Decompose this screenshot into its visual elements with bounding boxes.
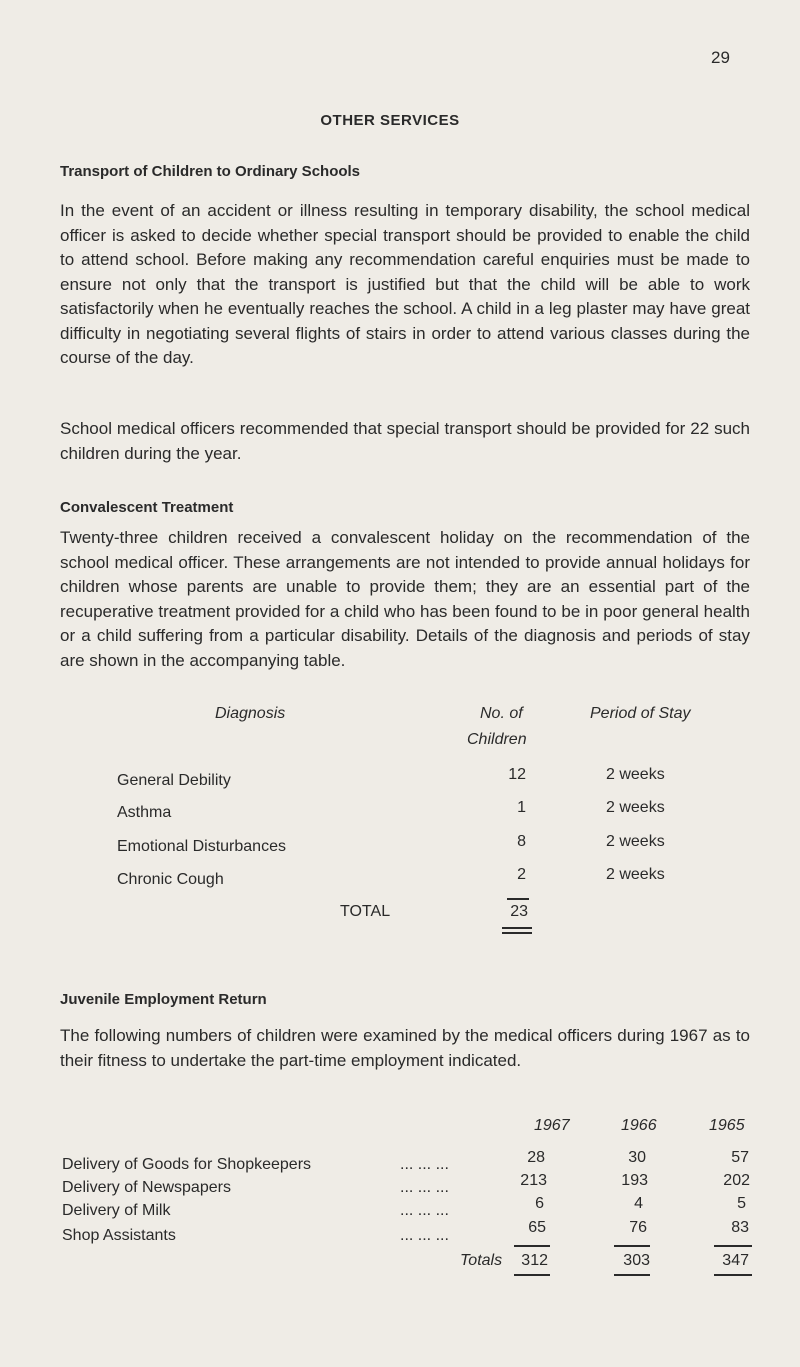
row-period: 2 weeks <box>606 766 665 783</box>
totals-label: Totals <box>460 1252 503 1269</box>
page-title: OTHER SERVICES <box>320 112 460 129</box>
column-header-children-line2: Children <box>467 731 527 748</box>
row-leader-dots: ... ... ... <box>400 1156 449 1173</box>
total-value: 23 <box>510 903 528 920</box>
total-rule-double-2 <box>502 932 532 934</box>
total-rule-top <box>507 898 529 900</box>
totals-rule-bottom-1967 <box>514 1274 550 1276</box>
page-number: 29 <box>711 48 730 67</box>
row-value-1966: 4 <box>634 1195 643 1212</box>
row-value-1966: 30 <box>628 1149 646 1166</box>
totals-rule-top-1967 <box>514 1245 550 1247</box>
row-period: 2 weeks <box>606 833 665 850</box>
row-label: Delivery of Milk <box>62 1202 171 1219</box>
row-value-1965: 57 <box>731 1149 749 1166</box>
row-value-1967: 6 <box>535 1195 544 1212</box>
row-value-1965: 83 <box>731 1219 749 1236</box>
totals-rule-bottom-1966 <box>614 1274 650 1276</box>
totals-rule-bottom-1965 <box>714 1274 752 1276</box>
row-value-1965: 202 <box>723 1172 750 1189</box>
transport-heading: Transport of Children to Ordinary Schools <box>60 163 361 180</box>
row-children: 8 <box>517 833 526 850</box>
convalescent-paragraph-1: Twenty-three children received a convalescent holiday on the recommendation of the school medical officer. These arrangements are not intended to provide annual holidays for children whose parents are unable to provide them; they are an essential part of the recuperative treatment provided for a child who has been found to be in poor general health or a child suffering from a particular disability. Details of the diagnosis and periods of stay are shown in the accompanying table. <box>60 528 750 670</box>
total-label: TOTAL <box>340 903 391 920</box>
row-period: 2 weeks <box>606 799 665 816</box>
row-label: Delivery of Goods for Shopkeepers <box>62 1156 312 1173</box>
totals-rule-top-1966 <box>614 1245 650 1247</box>
column-header-period: Period of Stay <box>590 705 691 722</box>
totals-value-1966: 303 <box>623 1252 650 1269</box>
row-value-1966: 193 <box>621 1172 648 1189</box>
convalescent-heading: Convalescent Treatment <box>60 499 234 516</box>
totals-value-1967: 312 <box>521 1252 548 1269</box>
row-label: Delivery of Newspapers <box>62 1179 231 1196</box>
column-header-1965: 1965 <box>709 1117 745 1134</box>
column-header-1967: 1967 <box>534 1117 570 1134</box>
total-rule-double-1 <box>502 927 532 929</box>
row-value-1967: 28 <box>527 1149 545 1166</box>
transport-paragraph-1: In the event of an accident or illness resulting in temporary disability, the school medical officer is asked to decide whether special transport should be provided to enable the child to attend school. Before making any recommendation careful enquiries must be made to ensure not only that the transport is justified but that the child will be able to work satisfactorily when he eventually reaches the school. A child in a leg plaster may have great difficulty in negotiating several flights of stairs in order to attend various classes during the course of the day. <box>60 201 750 367</box>
row-diagnosis: Asthma <box>117 804 172 821</box>
column-header-diagnosis: Diagnosis <box>215 705 286 722</box>
row-children: 2 <box>517 866 526 883</box>
juvenile-paragraph-1: The following numbers of children were examined by the medical officers during 1967 as to their fitness to undertake the part-time employment indicated. <box>60 1026 750 1070</box>
row-period: 2 weeks <box>606 866 665 883</box>
row-value-1967: 213 <box>520 1172 547 1189</box>
juvenile-heading: Juvenile Employment Return <box>60 991 267 1008</box>
totals-rule-top-1965 <box>714 1245 752 1247</box>
row-children: 1 <box>517 799 526 816</box>
row-value-1967: 65 <box>528 1219 546 1236</box>
row-diagnosis: Chronic Cough <box>117 871 224 888</box>
row-children: 12 <box>508 766 526 783</box>
row-diagnosis: General Debility <box>117 772 231 789</box>
row-label: Shop Assistants <box>62 1227 176 1244</box>
column-header-children-line1: No. of <box>480 705 523 722</box>
row-leader-dots: ... ... ... <box>400 1202 449 1219</box>
transport-paragraph-2: School medical officers recommended that special transport should be provided for 22 such children during the year. <box>60 419 750 463</box>
row-value-1966: 76 <box>629 1219 647 1236</box>
row-leader-dots: ... ... ... <box>400 1179 449 1196</box>
totals-value-1965: 347 <box>722 1252 749 1269</box>
column-header-1966: 1966 <box>621 1117 657 1134</box>
row-value-1965: 5 <box>737 1195 746 1212</box>
row-leader-dots: ... ... ... <box>400 1227 449 1244</box>
row-diagnosis: Emotional Disturbances <box>117 838 286 855</box>
